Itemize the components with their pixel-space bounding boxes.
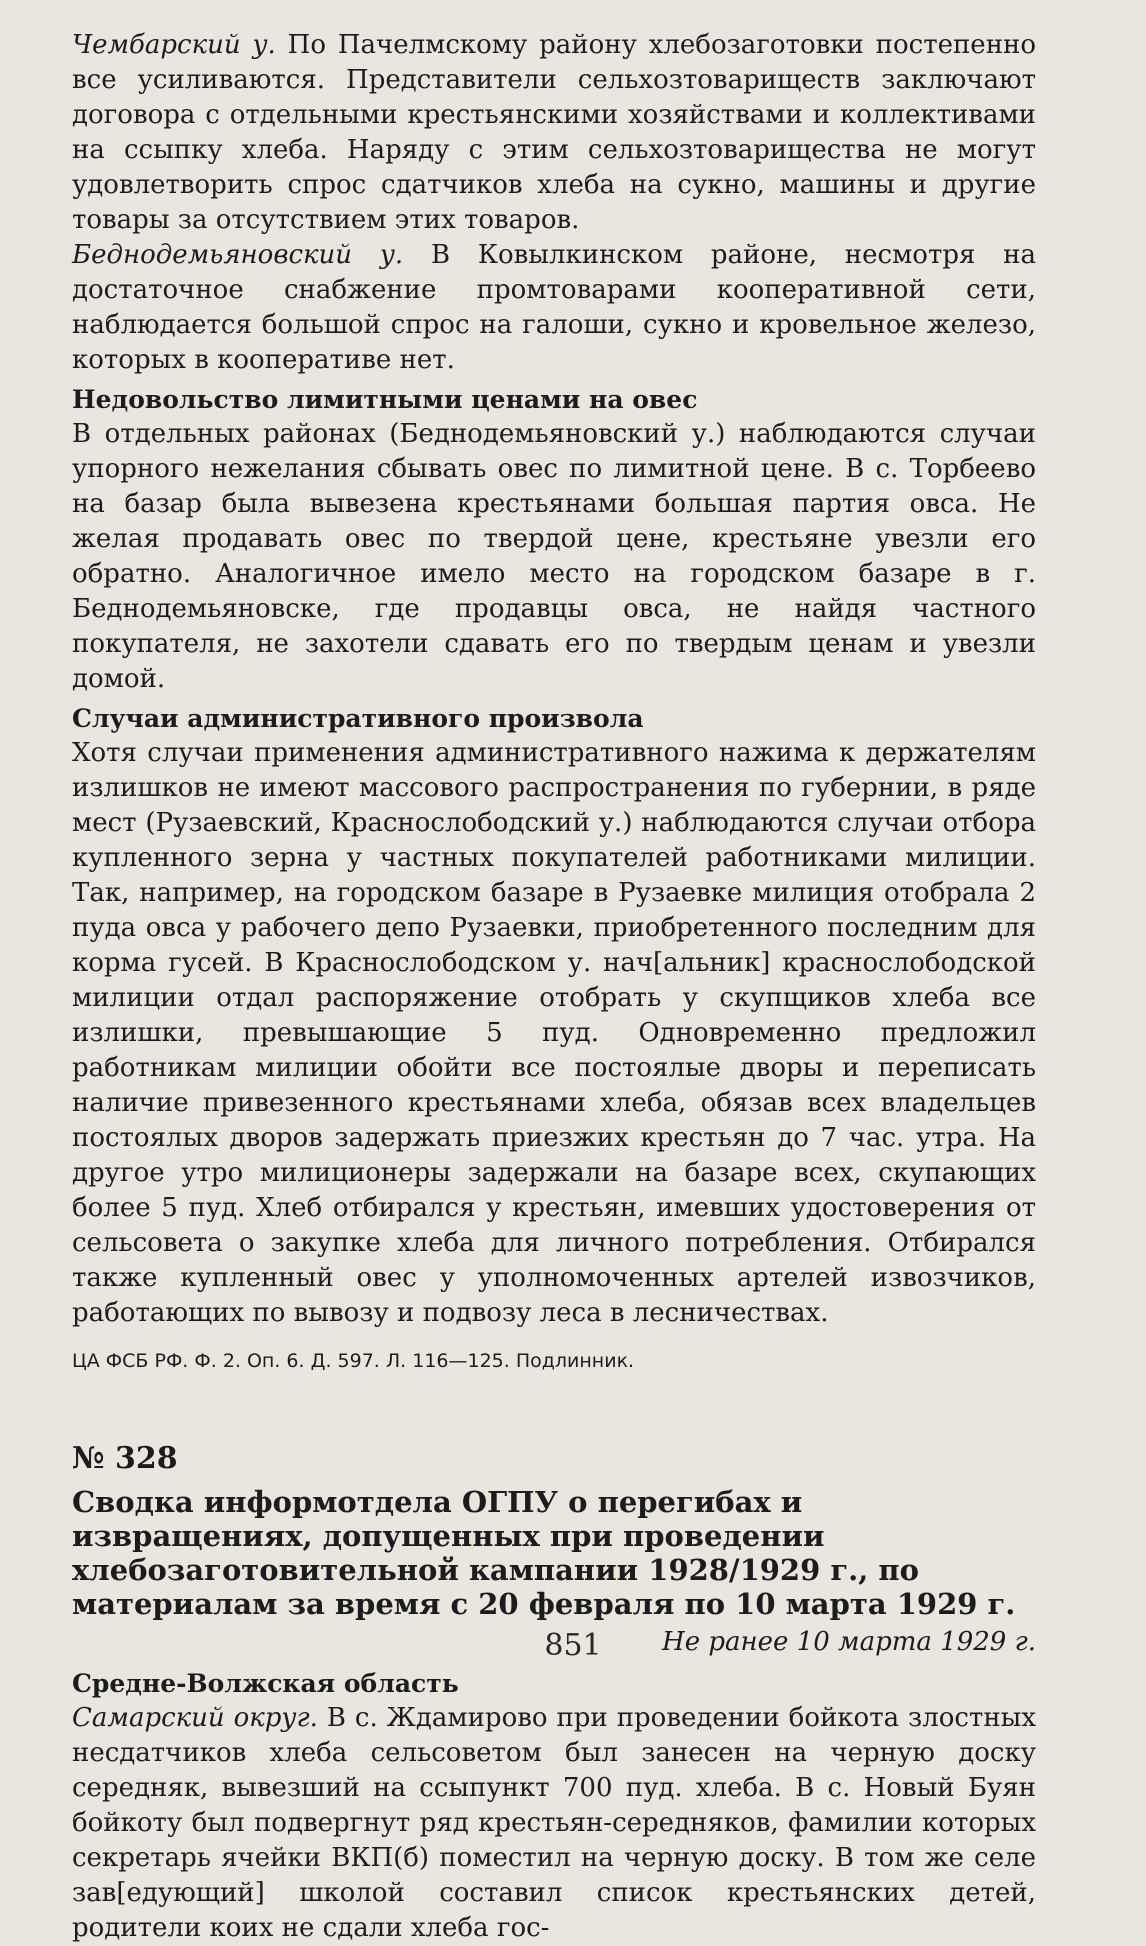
section-heading-arbitrariness: Случаи административного произвола [72, 704, 644, 733]
page-number: 851 [544, 1628, 602, 1663]
document-title: Сводка информотдела ОГПУ о перегибах и извращениях, допущенных при проведении хлебозаготовительной кампании 1928/1929 г., по материалам за время с 20 февраля по 10 марта 1929 г. [72, 1485, 1016, 1621]
document-date: Не ранее 10 марта 1929 г. [662, 1627, 1036, 1657]
section-text-oats: В отдельных районах (Беднодемьяновский у.) наблюдаются случаи упорного нежелания сбывать овес по лимитной цене. В с. Торбеево на базар была вывезена крестьянами большая партия овса. Не желая продавать овес по твердой цене, крестьяне увезли его обратно. Аналогичное имело место на городском базаре в г. Беднодемьяновске, где продавцы овса, не найдя частного покупателя, не захотели сдавать его по твердым ценам и увезли домой. [72, 419, 1036, 694]
paragraph-bednodemyanovsky [72, 238, 1036, 378]
paragraph-lead: Беднодемьяновский у. [72, 240, 404, 270]
paragraph-chembarsky [72, 28, 1036, 238]
paragraph-text: В Ковылкинском районе, несмотря на достаточное снабжение промтоварами кооперативной сети, наблюдается большой спрос на галоши, сукно и кровельное железо, которых в кооперативе нет. [72, 240, 1037, 375]
section-text-arbitrariness: Хотя случаи применения административного нажима к держателям излишков не имеют массового распространения по губернии, в ряде мест (Рузаевский, Краснослободский у.) наблюдаются случаи отбора купленного зерна у частных покупателей работниками милиции. Так, например, на городском базаре в Рузаевке милиция отобрала 2 пуда овса у рабочего депо Рузаевки, приобретенного последним для корма гусей. В Краснослободском у. нач[альник] краснослободской милиции отдал распоряжение отобрать у скупщиков хлеба все излишки, превышающие 5 пуд. Одновременно предложил работникам милиции обойти все постоялые дворы и переписать наличие привезенного крестьянами хлеба, обязав всех владельцев постоялых дворов задержать приезжих крестьян до 7 час. утра. На другое утро милиционеры задержали на базаре всех, скупающих более 5 пуд. Хлеб отбирался у крестьян, имевших удостоверения от сельсовета о закупке хлеба для личного потребления. Отбирался также купленный овес у уполномоченных артелей извозчиков, работающих по вывозу и подвозу леса в лесничествах. [72, 738, 1036, 1328]
paragraph-lead: Чембарский у. [72, 30, 276, 60]
paragraph-text: По Пачелмскому району хлебозаготовки постепенно все усиливаются. Представители сельхозтовариществ заключают договора с отдельными крестьянскими хозяйствами и коллективами на ссыпку хлеба. Наряду с этим сельхозтоварищества не могут удовлетворить спрос сдатчиков хлеба на сукно, машины и другие товары за отсутствием этих товаров. [72, 30, 1037, 235]
archive-source: ЦА ФСБ РФ. Ф. 2. Оп. 6. Д. 597. Л. 116—125. Подлинник. [72, 1350, 635, 1372]
document-number: № 328 [72, 1441, 178, 1476]
paragraph-lead: Самарский округ. [72, 1703, 318, 1733]
paragraph-samara [72, 1701, 1036, 1946]
region-heading: Средне-Волжская область [72, 1669, 459, 1698]
section-heading-oats: Недовольство лимитными ценами на овес [72, 385, 698, 414]
paragraph-text: В с. Ждамирово при проведении бойкота злостных несдатчиков хлеба сельсоветом был занесен на черную доску середняк, вывезший на ссыпункт 700 пуд. хлеба. В с. Новый Буян бойкоту был подвергнут ряд крестьян-середняков, фамилии которых секретарь ячейки ВКП(б) поместил на черную доску. В том же селе зав[едующий] школой составил список крестьянских детей, родители коих не сдали хлеба гос- [72, 1703, 1036, 1943]
